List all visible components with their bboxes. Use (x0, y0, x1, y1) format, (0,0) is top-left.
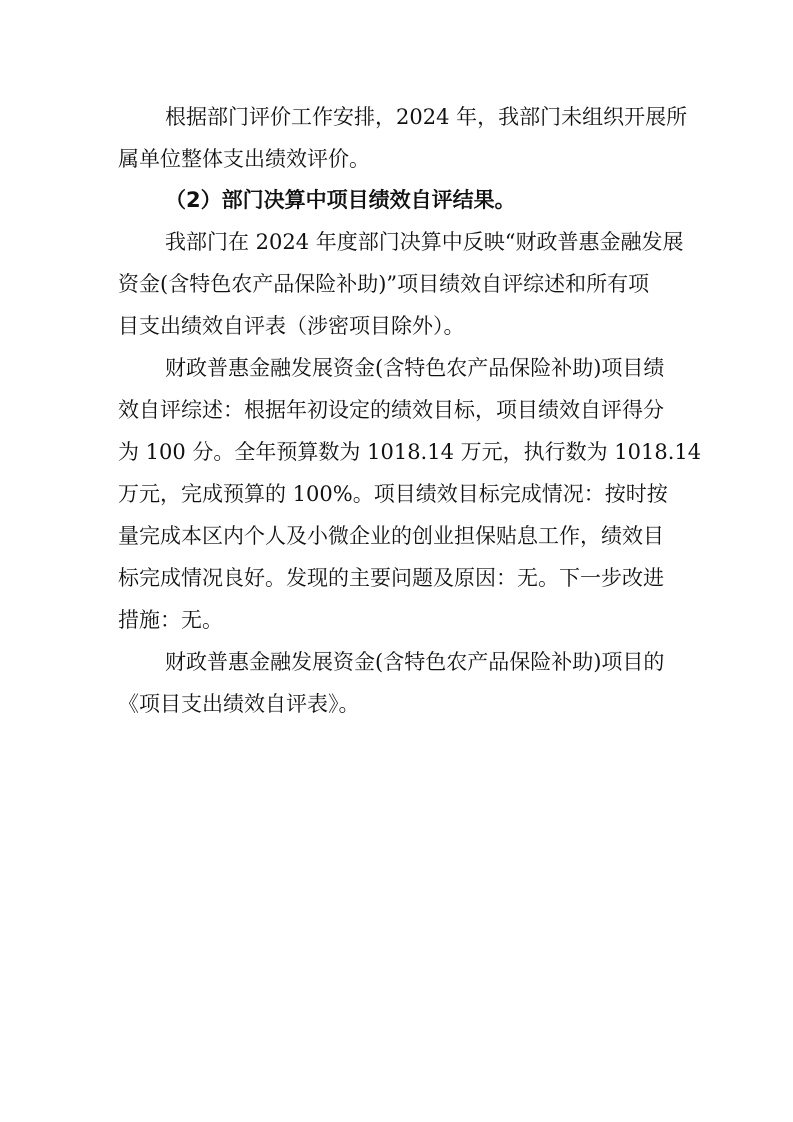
paragraph-3-line-1: 财政普惠金融发展资金(含特色农产品保险补助)项目绩 (165, 356, 665, 380)
paragraph-1-line-2: 属单位整体支出绩效评价。 (118, 147, 370, 171)
paragraph-2-line-3: 目支出绩效自评表（涉密项目除外）。 (118, 314, 465, 338)
paragraph-3-line-3: 为 100 分。全年预算数为 1018.14 万元，执行数为 1018.14 (118, 440, 702, 464)
paragraph-1-line-1: 根据部门评价工作安排，2024 年，我部门未组织开展所 (165, 105, 688, 129)
paragraph-3-line-2: 效自评综述：根据年初设定的绩效目标，项目绩效自评得分 (118, 398, 664, 422)
paragraph-4-line-2: 《项目支出绩效自评表》。 (118, 692, 360, 716)
paragraph-3-line-4: 万元，完成预算的 100%。项目绩效目标完成情况：按时按 (118, 482, 668, 506)
paragraph-4-line-1: 财政普惠金融发展资金(含特色农产品保险补助)项目的 (165, 650, 665, 674)
paragraph-2-line-1: 我部门在 2024 年度部门决算中反映“财政普惠金融发展 (165, 230, 684, 254)
paragraph-2-line-2: 资金(含特色农产品保险补助)”项目绩效自评综述和所有项 (118, 272, 650, 296)
paragraph-3-line-7: 措施：无。 (118, 608, 223, 632)
paragraph-3-line-6: 标完成情况良好。发现的主要问题及原因：无。下一步改进 (118, 566, 664, 590)
paragraph-3-line-5: 量完成本区内个人及小微企业的创业担保贴息工作，绩效目 (118, 524, 664, 548)
section-heading: （2）部门决算中项目绩效自评结果。 (165, 188, 516, 212)
